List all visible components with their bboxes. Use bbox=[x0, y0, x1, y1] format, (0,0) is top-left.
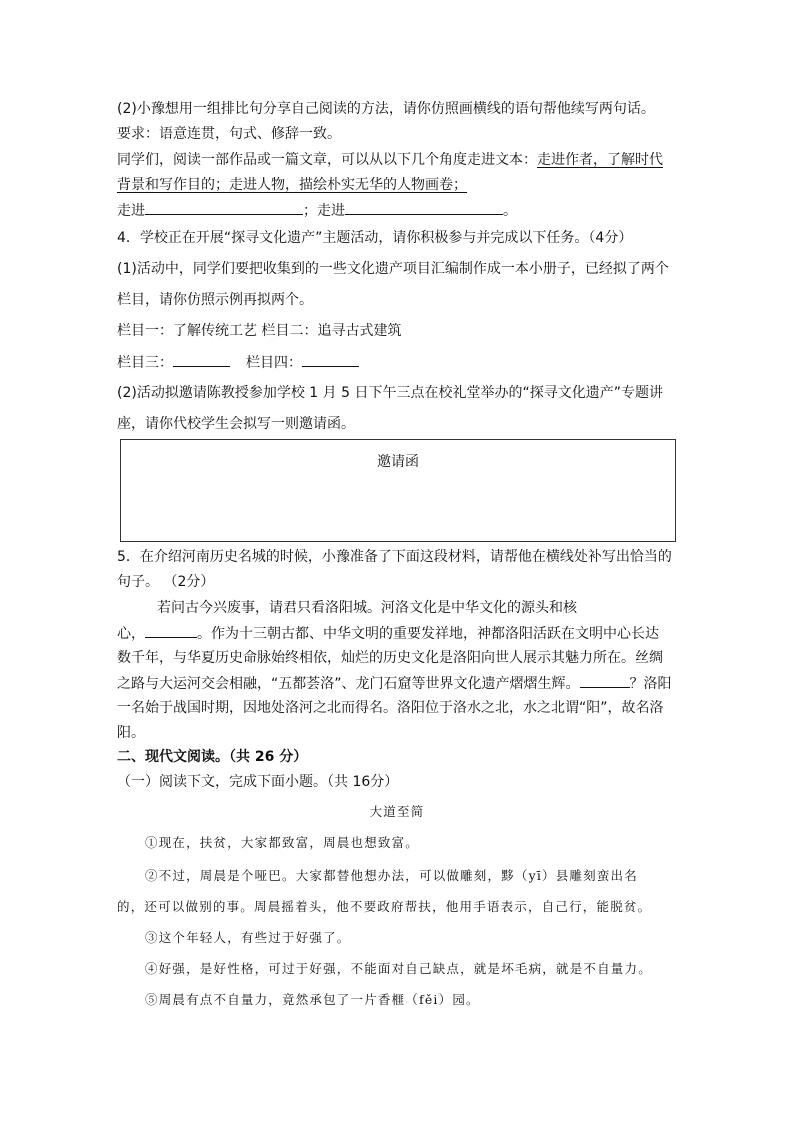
column3-label: 栏目三： bbox=[117, 355, 173, 371]
q3-2-requirement: 要求：语意连贯，句式、修辞一致。 bbox=[117, 126, 341, 142]
passage-text: ？洛阳 bbox=[629, 676, 672, 692]
q5-passage-line4 bbox=[117, 673, 672, 694]
invitation-title: 邀请函 bbox=[377, 454, 419, 470]
q5-passage-line3: 数千年，与华夏历史命脉始终相依，灿烂的历史文化是洛阳向世人展示其魅力所在。丝绸 bbox=[117, 650, 663, 666]
answer-blank-2[interactable] bbox=[345, 200, 503, 215]
article-para-1: ①现在，扶贫，大家都致富，周晨也想致富。 bbox=[145, 835, 420, 850]
q3-2-prompt: (2)小豫想用一组排比句分享自己阅读的方法，请你仿照画横线的语句帮他续写两句话。 bbox=[117, 101, 655, 117]
answer-blank-1[interactable] bbox=[145, 200, 303, 215]
article-para-2-line1: ②不过，周晨是个哑巴。大家都替他想办法，可以做雕刻，黟（yī）县雕刻蛮出名 bbox=[145, 868, 638, 883]
q5-title-line2: 句子。 （2分） bbox=[117, 574, 215, 590]
q4-2-line2: 座，请你代校学生会拟写一则邀请函。 bbox=[117, 416, 355, 432]
article-para-3: ③这个年轻人，有些过于好强了。 bbox=[145, 930, 351, 945]
article-para-4: ④好强，是好性格，可过于好强，不能面对自己缺点，就是坏毛病，就是不自量力。 bbox=[145, 961, 652, 976]
article-para-2-line2: 的，还可以做别的事。周晨摇着头，他不要政府帮扶，他用手语表示，自己行，能脱贫。 bbox=[117, 899, 652, 914]
column4-blank[interactable] bbox=[302, 352, 359, 367]
column4-label: 栏目四： bbox=[246, 355, 302, 371]
fill-separator: ；走进 bbox=[303, 203, 345, 219]
q3-2-example-line2 bbox=[117, 175, 467, 195]
q5-blank-1[interactable] bbox=[145, 623, 197, 638]
article-title: 大道至简 bbox=[369, 804, 425, 819]
q5-passage-line6: 阳。 bbox=[117, 725, 145, 741]
q5-passage-line5: 一名始于战国时期，因地处洛河之北而得名。洛阳位于洛水之北，水之北谓“阳”，故名洛 bbox=[117, 700, 664, 716]
fill-prefix: 走进 bbox=[117, 203, 145, 219]
q4-columns-answer bbox=[117, 352, 359, 373]
q4-1-line2: 栏目，请你仿照示例再拟两个。 bbox=[117, 292, 313, 308]
q4-title: 4．学校正在开展“探寻文化遗产”主题活动，请你积极参与并完成以下任务。（4分） bbox=[117, 230, 633, 246]
q5-title-line1: 5．在介绍河南历史名城的时候，小豫准备了下面这段材料，请帮他在横线处补写出恰当的 bbox=[117, 549, 672, 565]
q4-1-line1: (1)活动中，同学们要把收集到的一些文化遗产项目汇编制作成一本小册子，已经拟了两个 bbox=[117, 261, 669, 277]
passage-text: 之路与大运河交会相融，“五都荟洛”、龙门石窟等世界文化遗产熠熠生辉。 bbox=[117, 676, 580, 692]
fill-end: 。 bbox=[503, 203, 517, 219]
q5-blank-2[interactable] bbox=[580, 673, 630, 688]
example-underlined-1: 走进作者，了解时代 bbox=[537, 152, 663, 168]
q4-2-line1: (2)活动拟邀请陈教授参加学校 1 月 5 日下午三点在校礼堂举办的“探寻文化遗产”专题讲 bbox=[117, 385, 663, 401]
example-underlined-2: 背景和写作目的；走进人物，描绘朴实无华的人物画卷； bbox=[117, 177, 467, 193]
section2-subheading: （一）阅读下文，完成下面小题。（共 16分） bbox=[117, 774, 399, 790]
article-para-5: ⑤周晨有点不自量力，竟然承包了一片香榧（fěi）园。 bbox=[145, 992, 480, 1007]
invitation-box[interactable] bbox=[120, 439, 676, 542]
passage-text: 心， bbox=[117, 626, 145, 642]
example-intro: 同学们，阅读一部作品或一篇文章，可以从以下几个角度走进文本： bbox=[117, 152, 537, 168]
q5-passage-line1: 若问古今兴废事，请君只看洛阳城。河洛文化是中华文化的源头和核 bbox=[157, 600, 577, 616]
column3-blank[interactable] bbox=[173, 352, 230, 367]
passage-text: 。作为十三朝古都、中华文明的重要发祥地，神都洛阳活跃在文明中心长达 bbox=[197, 626, 659, 642]
q3-2-answer-line bbox=[117, 200, 517, 221]
q5-passage-line2 bbox=[117, 623, 659, 644]
q4-columns-example: 栏目一：了解传统工艺 栏目二：追寻古式建筑 bbox=[117, 323, 402, 339]
q3-2-example-line1 bbox=[117, 150, 663, 170]
section2-heading: 二、现代文阅读。（共 26 分） bbox=[117, 749, 308, 765]
